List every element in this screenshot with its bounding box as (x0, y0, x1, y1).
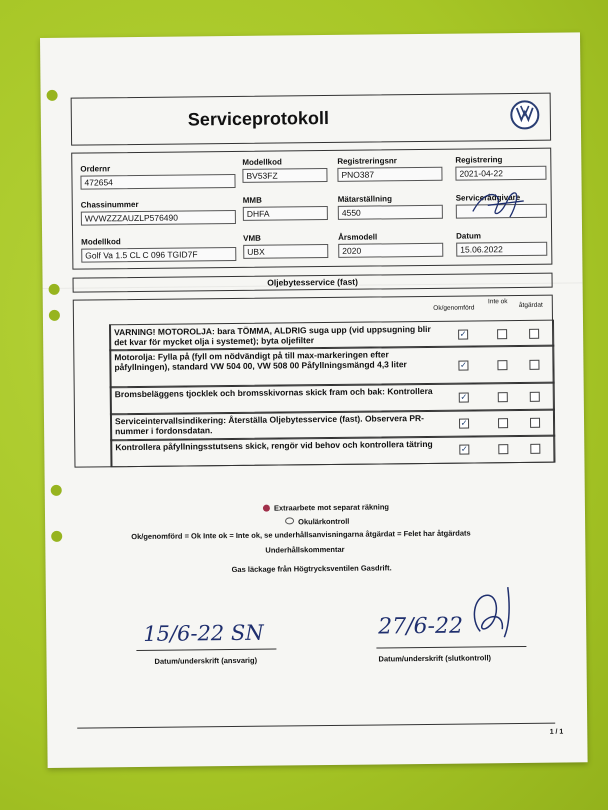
checkbox-inte-ok[interactable] (498, 392, 508, 402)
left-signature-handwriting: 15/6-22 SN (143, 620, 264, 646)
legend-okular-text: Okulärkontroll (298, 516, 350, 527)
checkbox-ok[interactable]: ✓ (460, 444, 468, 454)
modellkod-bottom-label: Modellkod (81, 237, 121, 247)
punch-hole (49, 284, 60, 295)
punch-hole (51, 485, 62, 496)
modellkod-top-value: BV53FZ (242, 168, 327, 183)
checkbox-atgardat[interactable] (530, 392, 540, 402)
extra-work-icon (263, 505, 270, 512)
checkbox-atgardat[interactable] (530, 418, 540, 428)
legend-okular (285, 517, 349, 527)
page-title: Serviceprotokoll (187, 107, 330, 130)
mmb-label: MMB (242, 195, 262, 205)
service-protocol-sheet (40, 32, 588, 768)
ordernr-label: Ordernr (80, 164, 111, 174)
checkbox-ok[interactable]: ✓ (460, 418, 468, 428)
right-signature-handwriting: 27/6-22 (378, 613, 464, 640)
mmb-value: DHFA (243, 206, 328, 221)
task-text: Motorolja: Fylla på (fyll om nödvändigt på till max-markeringen efter påfyllningen), standard VW 504 00, VW 508 00 Påfyllningsmängd 4,3 liter (114, 349, 407, 373)
section-title-box (73, 273, 553, 293)
checkbox-ok[interactable]: ✓ (460, 360, 467, 370)
registreringsnr-value: PNO387 (337, 167, 442, 182)
arsmodell-label: Årsmodell (338, 232, 378, 242)
matarstallning-label: Mätarställning (337, 194, 392, 204)
checkbox-atgardat[interactable] (529, 329, 539, 339)
page-number: 1 / 1 (549, 728, 564, 736)
checkbox-atgardat[interactable] (529, 360, 539, 370)
right-signature-line (376, 646, 526, 649)
col-head-inte-ok: Inte ok (487, 298, 508, 306)
chassinummer-value: WVWZZZAUZLP576490 (81, 210, 236, 226)
serviceradgivare-label: Servicerådgivare (455, 192, 521, 203)
vmb-value: UBX (243, 244, 328, 259)
legend-extra-text: Extraarbete mot separat räkning (273, 502, 390, 513)
task-text: Bromsbeläggens tjocklek och bromsskivornas skick fram och bak: Kontrollera (114, 385, 433, 400)
datum-label: Datum (456, 231, 482, 241)
col-head-atgardat: åtgärdat (518, 301, 543, 309)
left-signature-line (136, 649, 276, 651)
checkbox-ok[interactable]: ✓ (460, 392, 468, 402)
matarstallning-value: 4550 (338, 205, 443, 220)
registrering-value: 2021-04-22 (455, 166, 546, 181)
checkbox-inte-ok[interactable] (497, 360, 507, 370)
vmb-label: VMB (243, 233, 261, 243)
vehicle-info-box (71, 148, 552, 270)
registreringsnr-label: Registreringsnr (337, 156, 397, 166)
datum-value: 15.06.2022 (456, 242, 547, 257)
chassinummer-label: Chassinummer (80, 199, 139, 210)
checkbox-atgardat[interactable] (530, 444, 540, 454)
footer-rule (77, 723, 555, 729)
checkbox-inte-ok[interactable] (498, 444, 508, 454)
header-box (71, 93, 551, 146)
task-text: Serviceintervallsindikering: Återställa Oljebytesservice (fast). Observera PR-nummer i fordonsdatan. (114, 413, 425, 437)
ordernr-value: 472654 (80, 174, 235, 190)
vw-logo-icon (510, 100, 540, 130)
checkbox-ok[interactable]: ✓ (459, 329, 467, 339)
task-row (110, 435, 555, 468)
legend-extra (263, 502, 389, 512)
modellkod-bottom-value: Golf Va 1.5 CL C 096 TGID7F (81, 247, 236, 263)
punch-hole (47, 90, 58, 101)
registrering-label: Registrering (455, 155, 503, 165)
task-text: VARNING! MOTOROLJA: bara TÖMMA, ALDRIG suga upp (vid uppsugning blir det kvar för mycket olja i systemet); byta oljefilter (114, 323, 431, 348)
modellkod-top-label: Modellkod (242, 157, 282, 167)
section-title: Oljebytesservice (fast) (267, 276, 358, 288)
legend-explain: Ok/genomförd = Ok Inte ok = Inte ok, se underhållsanvisningarna åtgärdat = Felet har åtgärdats (131, 528, 471, 542)
right-signature-label: Datum/underskrift (slutkontroll) (378, 653, 492, 664)
checkbox-inte-ok[interactable] (497, 329, 507, 339)
task-text: Kontrollera påfyllningsstutsens skick, rengör vid behov och kontrollera tätring (115, 438, 433, 453)
col-head-ok: Ok/genomförd (433, 304, 475, 312)
comment-title: Underhållskommentar (265, 544, 345, 555)
eye-icon (285, 517, 294, 524)
punch-hole (51, 531, 62, 542)
arsmodell-value: 2020 (338, 243, 443, 258)
punch-hole (49, 310, 60, 321)
checkbox-inte-ok[interactable] (498, 418, 508, 428)
maintenance-comment: Gas läckage från Högtrycksventilen Gasdrift. (231, 563, 392, 575)
advisor-signature-mark (468, 187, 528, 224)
right-signature-mark (464, 585, 525, 646)
left-signature-label: Datum/underskrift (ansvarig) (154, 655, 258, 666)
